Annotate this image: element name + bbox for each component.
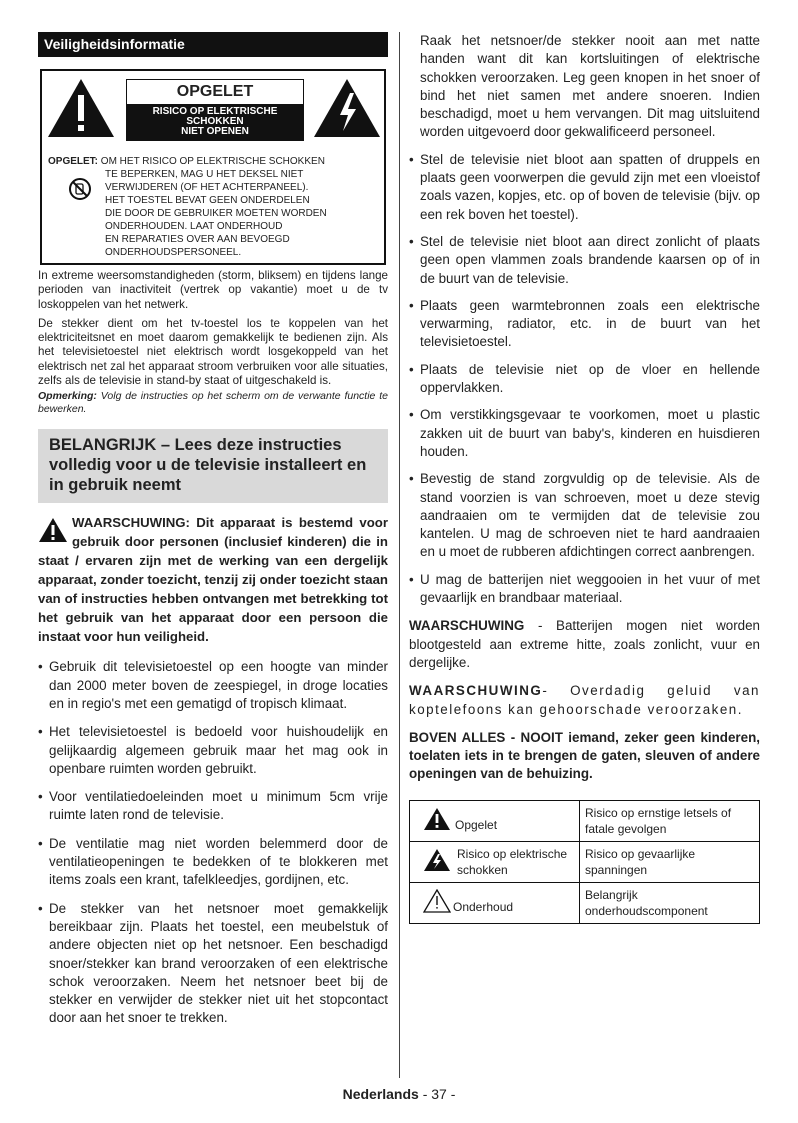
- exclamation-triangle-icon: [46, 77, 116, 139]
- storm-paragraph: In extreme weersomstandigheden (storm, bliksem) en tijdens lange perioden van inactiviteit (vertrek op vakantie) moet u de tv loskoppelen van het netwerk.: [38, 269, 388, 311]
- table-row: [410, 800, 760, 841]
- sound-warning: [409, 682, 760, 719]
- note-paragraph: [38, 390, 388, 416]
- table-row: [410, 841, 760, 882]
- lightning-icon: [423, 848, 451, 876]
- right-column: [409, 32, 760, 924]
- list-item: • Voor ventilatiedoeleinden moet u minimum 5cm vrije ruimte laten rond de televisie.: [38, 789, 388, 823]
- caution-subtitle-line: NIET OPENEN: [181, 126, 249, 137]
- list-item-text: De ventilatie mag niet worden belemmerd door de ventilatieopeningen te bedekken of te blokkeren met items zoals een krant, tafelkleedjes, gordijnen, etc.: [49, 835, 388, 888]
- important-banner: BELANGRIJK – Lees deze instructies volledig voor u de televisie installeert en in gebruik neemt: [38, 429, 388, 503]
- list-item-text: Gebruik dit televisietoestel op een hoogte van minder dan 2000 meter boven de zeespiegel, in droge locaties en in regio's met een gematigd of tropisch klimaat.: [49, 659, 388, 711]
- list-item: • U mag de batterijen niet weggooien in het vuur of met gevaarlijk en brandbaar materiaal.: [409, 571, 760, 606]
- page-number: - 37 -: [418, 1086, 456, 1102]
- left-bullet-list: [38, 658, 388, 1027]
- list-item: • Het televisietoestel is bedoeld voor huishoudelijk en gelijkaardig algemeen gebruik maar het mag ook in openbare ruimten worden gebruikt.: [38, 724, 388, 776]
- list-item-text: Het televisietoestel is bedoeld voor huishoudelijk en gelijkaardig algemeen gebruik maar het mag ook in openbare ruimten worden gebruikt.: [49, 724, 388, 776]
- no-open-icon: [68, 177, 92, 205]
- list-item-text: Bevestig de stand zorgvuldig op de televisie. Als de stand voorzien is van schroeven, moet u deze stevig aandraaien om te vermijden dat de televisie zou kantelen. U mag de schroeven niet te hard aandraaien en u moet de rubberen afdichtingen correct aanbrengen.: [420, 471, 760, 560]
- caution-subtitle-line: SCHOKKEN: [186, 116, 244, 127]
- list-item: • Om verstikkingsgevaar te voorkomen, moet u plastic zakken uit de buurt van baby's, kinderen en huisdieren houden.: [409, 407, 760, 459]
- caption-line: TE BEPERKEN, MAG U HET DEKSEL NIET: [105, 169, 304, 180]
- symbol-label: Opgelet: [455, 817, 498, 832]
- lightning-triangle-icon: [312, 77, 382, 139]
- warning-icon: [38, 517, 68, 548]
- page-footer: [0, 1086, 798, 1102]
- battery-warning: [409, 617, 760, 672]
- footer-language: Nederlands: [342, 1086, 419, 1102]
- list-item-text: Plaats de televisie niet op de vloer en hellende oppervlakken.: [420, 361, 760, 396]
- list-item: • Gebruik dit televisietoestel op een hoogte van minder dan 2000 meter boven de zeespiegel, in droge locaties en in regio's met een gematigd of tropisch klimaat.: [38, 659, 388, 711]
- symbol-label: Onderhoud: [453, 899, 514, 914]
- right-bullet-list: [409, 151, 760, 608]
- openings-warning: BOVEN ALLES - NOOIT iemand, zeker geen kinderen, toelaten iets in te brengen de gaten, sleuven of andere openingen van de behuizing.: [409, 729, 760, 782]
- continued-paragraph: Raak het netsnoer/de stekker nooit aan met natte handen want dit kan kortsluitingen of elektrische schokken veroorzaken. Leg geen knopen in het snoer of bind het niet samen met andere snoeren. Indien beschadigd, moet u hem vervangen. Dit mag uitsluitend worden uitgevoerd door gekwalificeerd personeel.: [420, 33, 760, 140]
- list-item: • Stel de televisie niet bloot aan spatten of druppels en plaats geen voorwerpen die gevuld zijn met een vloeistof zoals vazen, kopjes, etc. op of boven de televisie (bijv. op een rek boven het toestel).: [409, 151, 760, 222]
- note-label: Opmerking:: [38, 390, 97, 403]
- caution-subtitle-line: RISICO OP ELEKTRISCHE: [152, 106, 278, 117]
- caution-caption: [48, 155, 378, 258]
- list-item-text: Stel de televisie niet bloot aan spatten of druppels en plaats geen voorwerpen die gevuld zijn met een vloeistof zoals vazen, kopjes, etc. op of boven de televisie (bijv. op een rek boven het toestel).: [420, 151, 760, 222]
- list-item-text: Om verstikkingsgevaar te voorkomen, moet u plastic zakken uit de buurt van baby's, kinderen en huisdieren houden.: [420, 407, 760, 459]
- table-row: [410, 882, 760, 923]
- maintenance-icon: [423, 889, 451, 917]
- list-item-text: Stel de televisie niet bloot aan direct zonlicht of plaats geen open vlammen zoals brandende kaarsen op of in de buurt van de televisie.: [420, 233, 760, 286]
- caution-title: OPGELET: [176, 83, 254, 100]
- caution-label: [126, 79, 304, 141]
- caption-body: [105, 168, 373, 259]
- warning-paragraph: [38, 513, 388, 646]
- list-item: • Plaats geen warmtebronnen zoals een elektrische verwarming, radiator, etc. in de buurt van het televisietoestel.: [409, 297, 760, 350]
- meaning-cell: Risico op ernstige letsels of fatale gevolgen: [580, 800, 760, 841]
- caption-lead: OPGELET:: [48, 156, 99, 167]
- list-item: • Bevestig de stand zorgvuldig op de televisie. Als de stand voorzien is van schroeven, moet u deze stevig aandraaien om te vermijden dat de televisie zou kantelen. U mag de schroeven niet te hard aandraaien en u moet de rubberen afdichtingen correct aanbrengen.: [409, 471, 760, 560]
- warning-label: WAARSCHUWING: [409, 683, 543, 699]
- symbol-cell: [410, 841, 580, 882]
- caption-line: HET TOESTEL BEVAT GEEN ONDERDELEN: [105, 195, 310, 206]
- symbol-cell: [410, 882, 580, 923]
- warning-icon: [423, 807, 451, 835]
- column-divider: [399, 32, 400, 1078]
- meaning-cell: Belangrijk onderhoudscomponent: [580, 882, 760, 923]
- list-item: • Plaats de televisie niet op de vloer en hellende oppervlakken.: [409, 361, 760, 396]
- symbol-cell: [410, 800, 580, 841]
- plug-paragraph: De stekker dient om het tv-toestel los te koppelen van het elektriciteitsnet en moet daarom gemakkelijk te bedienen zijn. Als het televisietoestel niet elektrisch wordt losgekoppeld van het elektrisch net zal het apparaat stroom verbruiken voor alle situaties, zelfs als de televisie in stand-by staat of uitgeschakeld is.: [38, 316, 388, 388]
- list-item: • De ventilatie mag niet worden belemmerd door de ventilatieopeningen te bedekken of te blokkeren met items zoals een krant, tafelkleedjes, gordijnen, etc.: [38, 835, 388, 888]
- caption-line: ONDERHOUDSPERSONEEL.: [105, 247, 242, 258]
- note-text: Volg de instructies op het scherm om de verwante functie te bewerken.: [38, 390, 388, 416]
- warning-text: WAARSCHUWING: Dit apparaat is bestemd voor gebruik door personen (inclusief kinderen) die in staat / ervaren zijn met de werking van een dergelijk apparaat, zonder toezicht, tenzij zij onder toezicht staan van of instructies hebben ontvangen met betrekking tot het gebruik van het apparaat door een persoon die instaat voor hun veiligheid.: [38, 515, 388, 645]
- caption-line: EN REPARATIES OVER AAN BEVOEGD: [105, 234, 290, 245]
- list-item-text: De stekker van het netsnoer moet gemakkelijk bereikbaar zijn. Plaats het toestel, een meubelstuk of andere objecten niet op het netsnoer. Een beschadigd snoer/stekker kan brand veroorzaken of een elektrische schok veroorzaken. Neem het netsnoer beet bij de stekker en verwijder de stekker niet uit het stopcontact door aan het snoer te trekken.: [49, 900, 388, 1026]
- list-item-text: U mag de batterijen niet weggooien in het vuur of met gevaarlijk en brandbaar materiaal.: [420, 571, 760, 606]
- left-column: [38, 32, 388, 1028]
- caution-label-box: [40, 69, 386, 265]
- caption-line: DIE DOOR DE GEBRUIKER MOETEN WORDEN: [105, 208, 327, 219]
- warning-body: - Batterijen mogen niet worden blootgesteld aan extreme hitte, zoals zonlicht, vuur en dergelijke.: [409, 618, 760, 670]
- caution-subtitle: [127, 104, 303, 140]
- symbol-legend-table: [409, 800, 760, 924]
- caption-line: VERWIJDEREN (OF HET ACHTERPANEEL).: [105, 182, 309, 193]
- section-header: Veiligheidsinformatie: [38, 32, 388, 57]
- warning-label: WAARSCHUWING: [409, 618, 525, 634]
- warning-body: - Overdadig geluid van koptelefoons kan gehoorschade veroorzaken.: [409, 683, 760, 717]
- list-item-text: Plaats geen warmtebronnen zoals een elektrische verwarming, radiator, etc. in de buurt van het televisietoestel.: [420, 297, 760, 350]
- meaning-cell: Risico op gevaarlijke spanningen: [580, 841, 760, 882]
- caption-first-line: OM HET RISICO OP ELEKTRISCHE SCHOKKEN: [100, 156, 325, 167]
- list-item-text: Voor ventilatiedoeleinden moet u minimum 5cm vrije ruimte laten rond de televisie.: [49, 789, 388, 823]
- list-item: • De stekker van het netsnoer moet gemakkelijk bereikbaar zijn. Plaats het toestel, een meubelstuk of andere objecten niet op het netsnoer. Een beschadigd snoer/stekker kan brand veroorzaken of een elektrische schok veroorzaken. Neem het netsnoer beet bij de stekker en verwijder de stekker niet uit het stopcontact door aan het snoer te trekken.: [38, 900, 388, 1026]
- symbol-label: Risico op elektrische schokken: [457, 846, 568, 877]
- caption-line: ONDERHOUDEN. LAAT ONDERHOUD: [105, 221, 283, 232]
- list-item: • Stel de televisie niet bloot aan direct zonlicht of plaats geen open vlammen zoals brandende kaarsen op of in de buurt van de televisie.: [409, 233, 760, 286]
